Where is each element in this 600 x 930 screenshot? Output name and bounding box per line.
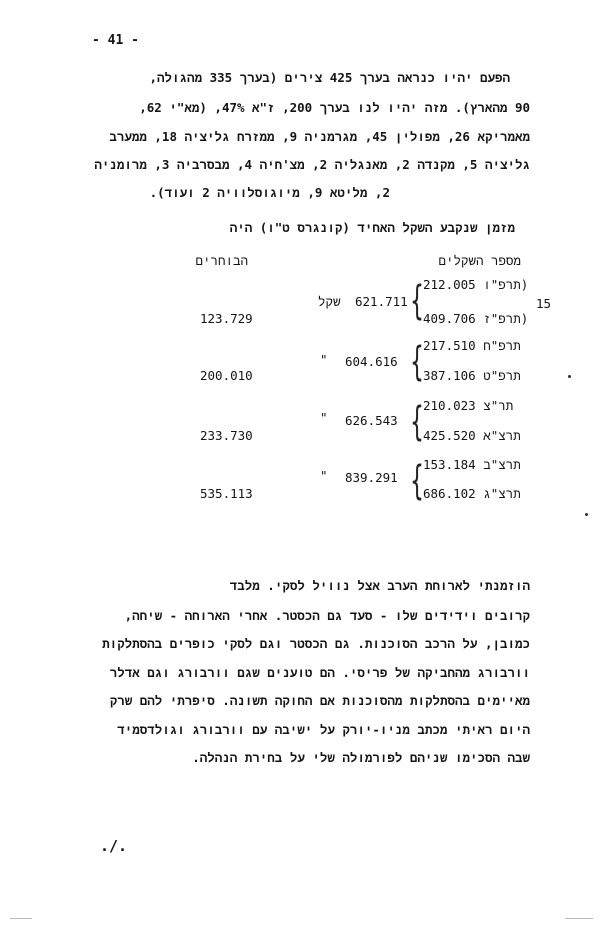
row-3-val-b: 425.520 תרצ"א (423, 428, 521, 443)
row-2-brace: { (410, 339, 424, 385)
scan-edge-mark (565, 918, 593, 919)
closing-line-1: הוזמנתי לארוחת הערב אצל נוויל לסקי. מלבד (229, 578, 530, 593)
row-4-brace: { (410, 458, 424, 504)
end-mark: ./. (100, 837, 128, 855)
header-voters: הבוחרים (195, 253, 248, 268)
row-2-val-a: 217.510 תרפ"ח (423, 338, 521, 353)
scan-speck (568, 375, 571, 378)
row-1-voters: 123.729 (200, 311, 253, 326)
intro-line-2: 90 מהארץ). מזה יהיו לנו בערך 200, ז"א 47%, (מא"י 62, (139, 100, 530, 115)
row-3-unit: " (320, 410, 328, 425)
row-2-val-b: 387.106 תרפ"ט (423, 368, 521, 383)
table-intro: מזמן שנקבע השקל האחיד (קונגרס ט"ו) היה (229, 220, 515, 235)
closing-line-7: שבה הסכימו שניהם לפורמולה שלי על בחירת הנהלה. (192, 750, 530, 765)
page-number: - 41 - (92, 33, 139, 48)
row-4-val-a: 153.184 תרצ"ב (423, 457, 521, 472)
row-1-val-b: 409.706 (תרפ"ז (423, 311, 529, 326)
intro-line-1: הפעם יהיו כנראה בערך 425 צירים (בערך 335 מהגולה, (149, 70, 510, 85)
row-4-unit: " (320, 468, 328, 483)
row-3-voters: 233.730 (200, 428, 253, 443)
row-number: 15 (536, 296, 552, 311)
row-1-total: 621.711 (355, 294, 408, 309)
row-1-brace: { (410, 278, 424, 324)
intro-line-3: מאמריקא 26, מפולין 45, מגרמניה 9, ממזרח גליציה 18, ממערב (109, 129, 530, 144)
row-2-total: 604.616 (345, 354, 398, 369)
row-3-val-a: 210.023 תר"צ (423, 398, 514, 413)
row-3-brace: { (410, 399, 424, 445)
row-1-val-a: 212.005 (תרפ"ו (423, 277, 529, 292)
header-shekels: מספר השקלים (438, 253, 521, 268)
row-2-unit: " (320, 352, 328, 367)
closing-line-4: וורבורג מהחביקה של פריסי. הם טוענים שגם וורבורג וגם אדלר (109, 665, 530, 680)
scan-speck (585, 513, 588, 516)
closing-line-2: קרובים וידידים שלו - סעד גם הכסטר. אחרי הארוחה - שיחה, (124, 608, 530, 623)
row-3-total: 626.543 (345, 413, 398, 428)
scan-edge-mark (10, 918, 32, 919)
row-2-voters: 200.010 (200, 368, 253, 383)
closing-line-3: כמובן, על הרכב הסוכנות. גם הכסטר וגם לסקי כופרים בהסתלקות (102, 636, 530, 651)
row-4-total: 839.291 (345, 470, 398, 485)
intro-line-4: גליציה 5, מקנדה 2, מאנגליה 2, מצ'חיה 4, מבסרביה 3, מרומניה (94, 157, 530, 172)
closing-line-5: מאיימים בהסתלקות מהסוכנות אם החוקה תשונה. סיפרתי להם שרק (109, 693, 530, 708)
row-4-val-b: 686.102 תרצ"ג (423, 486, 521, 501)
closing-line-6: היום ראיתי מכתב מניו-יורק על ישיבה עם וורבורג וגולדסמיד (117, 722, 530, 737)
intro-line-5: 2, מליטא 9, מיוגוסלוויה 2 ועוד). (149, 185, 390, 200)
row-4-voters: 535.113 (200, 486, 253, 501)
row-1-unit: שקל (318, 294, 341, 309)
